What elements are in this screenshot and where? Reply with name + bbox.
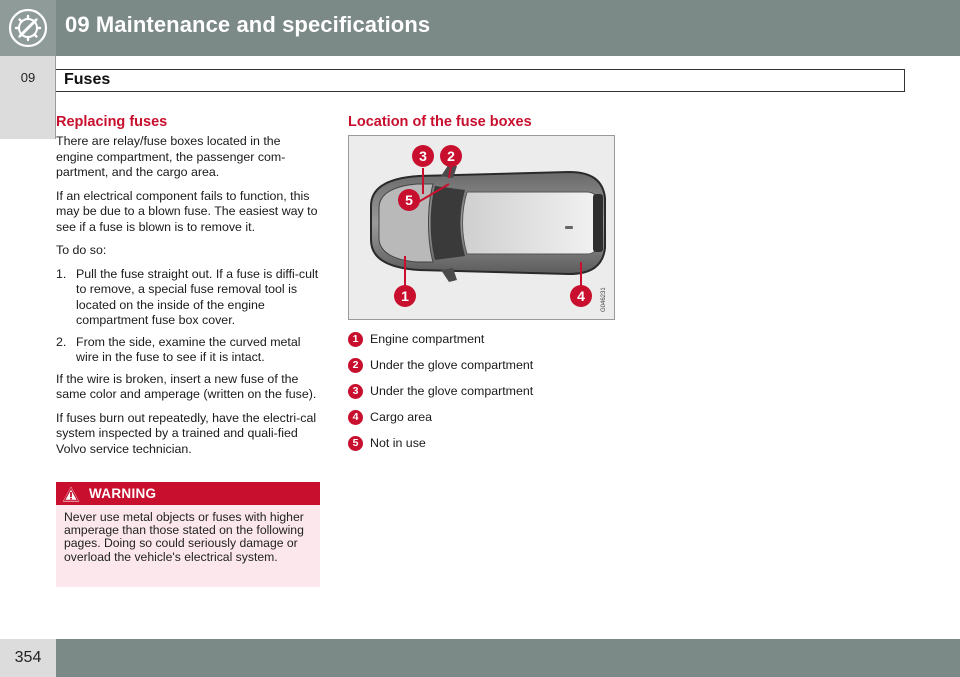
replacing-fuses-heading: Replacing fuses — [56, 114, 168, 130]
fuse-location-heading: Location of the fuse boxes — [348, 114, 532, 130]
legend-number-badge: 5 — [348, 436, 363, 451]
step-text: From the side, examine the curved metal wire in the fuse to see if it is intact. — [76, 334, 301, 364]
callout-3 — [412, 145, 434, 167]
warning-box — [56, 482, 320, 587]
wrench-gear-icon — [7, 7, 49, 49]
page-number: 354 — [14, 649, 42, 666]
legend-text: Under the glove compartment — [370, 384, 534, 398]
legend-item — [348, 430, 533, 456]
svg-text:1: 1 — [401, 288, 409, 304]
chapter-title: 09 Maintenance and specifications — [65, 12, 431, 37]
figure-code: G046231 — [601, 287, 607, 312]
footer-band — [0, 639, 960, 677]
left-column — [56, 114, 320, 465]
chapter-tab — [0, 56, 56, 139]
section-bar — [56, 69, 905, 92]
step-item — [56, 267, 320, 329]
right-column — [348, 114, 648, 134]
legend-text: Cargo area — [370, 410, 432, 424]
chapter-icon-box — [0, 0, 56, 56]
legend-number-badge: 3 — [348, 384, 363, 399]
svg-text:2: 2 — [447, 148, 455, 164]
warning-header — [56, 482, 320, 505]
legend-item — [348, 352, 533, 378]
callout-5 — [398, 189, 420, 211]
warning-triangle-icon — [61, 484, 81, 504]
section-title: Fuses — [64, 71, 111, 88]
car-top-view-illustration — [349, 136, 614, 319]
legend-number-badge: 2 — [348, 358, 363, 373]
svg-text:4: 4 — [577, 288, 585, 304]
svg-text:5: 5 — [405, 192, 413, 208]
legend-item — [348, 326, 533, 352]
steps-list — [56, 267, 320, 366]
callout-1 — [394, 285, 416, 307]
legend-number-badge: 1 — [348, 332, 363, 347]
fuse-location-legend — [348, 326, 533, 456]
paragraph: If the wire is broken, insert a new fuse of the same color and amperage (written on the fuse). — [56, 371, 317, 401]
paragraph: If an electrical component fails to function, this may be due to a blown fuse. The easiest way to see if a fuse is blown is to remove it. — [56, 188, 318, 234]
legend-text: Engine compartment — [370, 332, 485, 346]
warning-text: Never use metal objects or fuses with higher amperage than those stated on the following pages. Doing so could seriously damage or overload the vehicle's electrical system. — [64, 510, 304, 564]
warning-label: WARNING — [89, 486, 157, 501]
legend-text: Under the glove compartment — [370, 358, 534, 372]
callout-2 — [440, 145, 462, 167]
legend-number-badge: 4 — [348, 410, 363, 425]
step-number: 1. — [56, 266, 67, 281]
paragraph: If fuses burn out repeatedly, have the electri-cal system inspected by a trained and quali-fied Volvo service technician. — [56, 410, 317, 456]
step-text: Pull the fuse straight out. If a fuse is diffi-cult to remove, a special fuse removal tool is located on the inside of the engine compartment fuse box cover. — [76, 266, 319, 327]
legend-item — [348, 378, 533, 404]
car-fuse-location-figure — [348, 135, 615, 320]
paragraph: To do so: — [56, 243, 107, 257]
chapter-tab-number: 09 — [20, 70, 36, 85]
paragraph: There are relay/fuse boxes located in the engine compartment, the passenger com-partment, and the cargo area. — [56, 134, 286, 179]
step-item — [56, 335, 320, 366]
callout-4 — [570, 285, 592, 307]
legend-item — [348, 404, 533, 430]
legend-text: Not in use — [370, 436, 426, 450]
svg-text:3: 3 — [419, 148, 427, 164]
step-number: 2. — [56, 334, 67, 349]
